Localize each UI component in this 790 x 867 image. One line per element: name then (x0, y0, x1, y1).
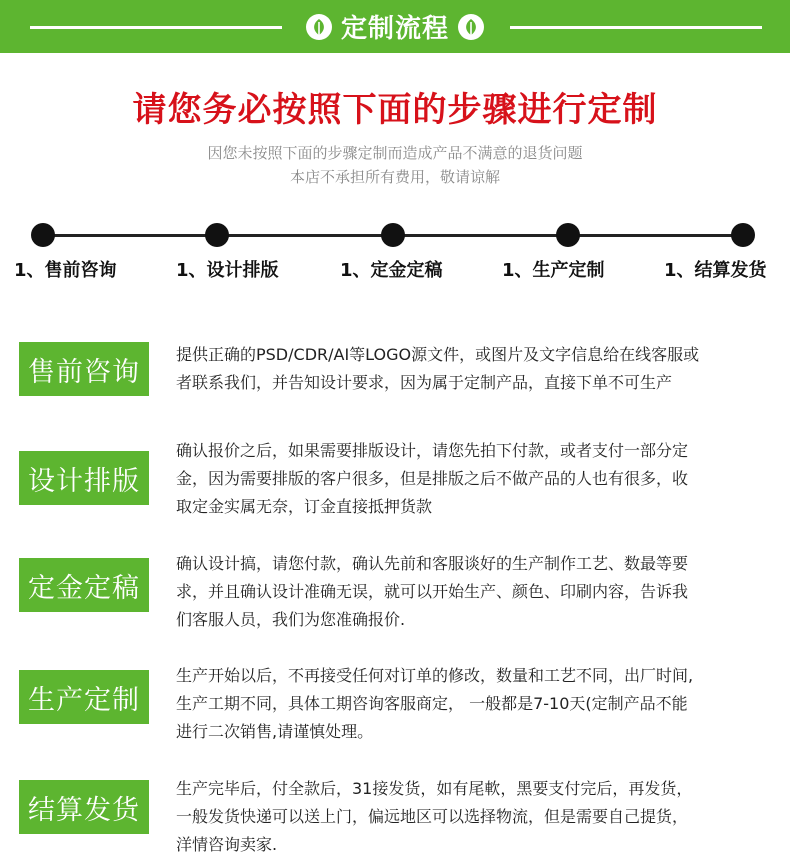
timeline-label: 1、结算发货 (664, 260, 767, 281)
step-text-line: 确认报价之后，如果需要排版设计，请您先拍下付款，或者支付一部分定 (176, 441, 689, 460)
step-description-settlement (176, 775, 766, 859)
step-badge-deposit: 定金定稿 (19, 558, 149, 612)
step-badge-production: 生产定制 (19, 670, 149, 724)
timeline-label: 1、售前咨询 (14, 260, 117, 281)
step-description-consult (176, 341, 766, 397)
header-banner (0, 0, 790, 53)
page-headline: 请您务必按照下面的步骤进行定制 (132, 90, 658, 130)
step-text-line: 取定金实属无奈，订金直接抵押货款 (176, 497, 433, 516)
step-text-line: 进行二次销售,请谨慎处理。 (176, 722, 374, 741)
step-text-line: 提供正确的PSD/CDR/AI等LOGO源文件，或图片及文字信息给在线客服或 (176, 345, 700, 364)
leaf-icon (305, 13, 333, 41)
step-text-line: 生产开始以后，不再接受任何对订单的修改，数量和工艺不同，出厂时间, (176, 666, 694, 685)
subtitle-line-1: 因您未按照下面的步骤定制而造成产品不满意的退货问题 (207, 144, 583, 162)
timeline-dot (381, 223, 405, 247)
step-badge-consult: 售前咨询 (19, 342, 149, 396)
step-description-production (176, 662, 766, 746)
step-text-line: 金，因为需要排版的客户很多，但是排版之后不做产品的人也有很多，收 (176, 469, 689, 488)
step-text-line: 求，并且确认设计准确无误，就可以开始生产、颜色、印刷内容，告诉我 (176, 582, 689, 601)
step-text-line: 者联系我们，并告知设计要求，因为属于定制产品，直接下单不可生产 (176, 373, 673, 392)
step-description-deposit (176, 550, 766, 634)
step-description-design (176, 437, 766, 521)
timeline-label: 1、定金定稿 (340, 260, 443, 281)
subtitle-line-2: 本店不承担所有费用，敬请谅解 (289, 168, 500, 186)
step-text-line: 生产工期不同，具体工期咨询客服商定， 一般都是7-10天(定制产品不能 (176, 694, 688, 713)
step-badge-design: 设计排版 (19, 451, 149, 505)
step-text-line: 确认设计搞，请您付款，确认先前和客服谈好的生产制作工艺、数最等要 (176, 554, 689, 573)
step-text-line: 们客服人员，我们为您准确报价. (176, 610, 406, 629)
timeline-dot (556, 223, 580, 247)
timeline-dot (31, 223, 55, 247)
timeline-label: 1、设计排版 (176, 260, 279, 281)
timeline-dot (205, 223, 229, 247)
step-text-line: 洋情咨询卖家. (176, 835, 278, 854)
step-text-line: 一般发货快递可以送上门，偏远地区可以选择物流，但是需要自己提货， (176, 807, 689, 826)
banner-title-group (0, 0, 790, 53)
step-badge-settlement: 结算发货 (19, 780, 149, 834)
step-text-line: 生产完毕后，付全款后，31接发货，如有尾軟，黑要支付完后，再发货， (176, 779, 693, 798)
timeline-dot (731, 223, 755, 247)
timeline-label: 1、生产定制 (502, 260, 605, 281)
leaf-icon (457, 13, 485, 41)
banner-title: 定制流程 (340, 14, 449, 44)
